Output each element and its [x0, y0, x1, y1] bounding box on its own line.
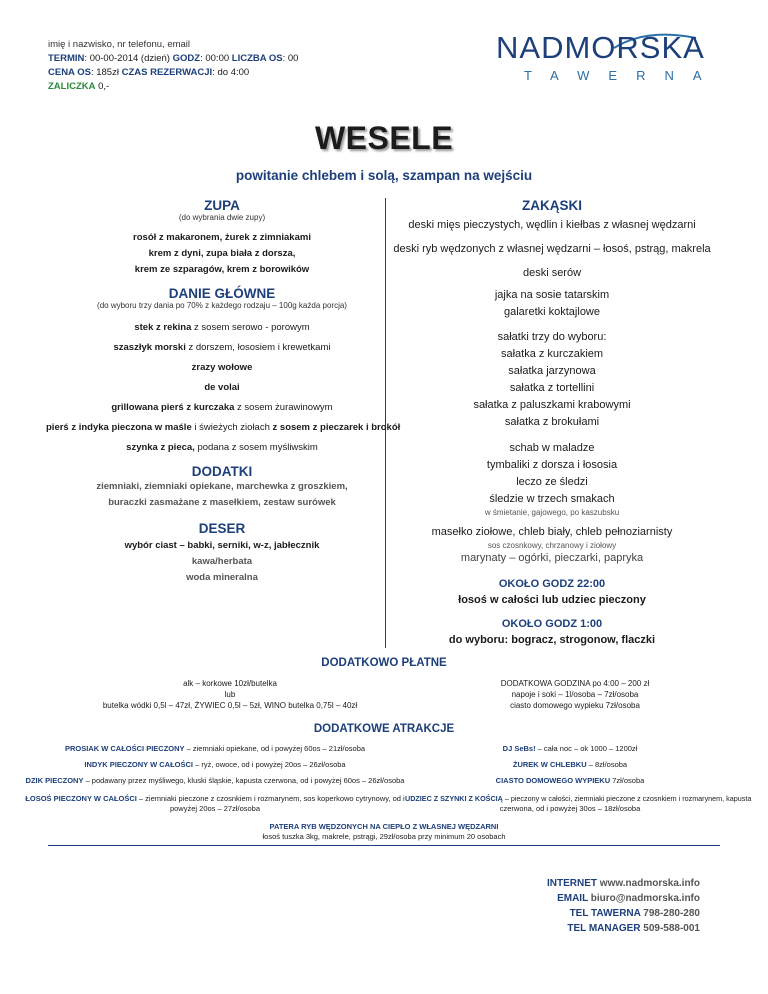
salatki-line: sałatka z paluszkami krabowymi — [473, 399, 631, 411]
danie-item — [62, 398, 382, 418]
late-dish-1-time: OKOŁO GODZ 22:00 — [498, 578, 606, 590]
zaliczka-label: ZALICZKA — [48, 81, 96, 92]
zakaski-line: deski mięs pieczystych, wędlin i kiełbas z własnej wędzarni — [408, 219, 696, 231]
atrakcja-name: ŁOSOŚ PIECZONY W CAŁOŚCI — [25, 794, 137, 803]
contact-placeholder: imię i nazwisko, nr telefonu, email — [48, 39, 191, 50]
godz-value: : 00:00 — [200, 53, 232, 64]
salatki-list — [392, 329, 712, 431]
zupa-line-3: krem ze szparagów, krem z borowików — [134, 264, 310, 275]
danie-item: zrazy wołowe — [191, 362, 253, 373]
atrakcja-name: PATERA RYB WĘDZONYCH NA CIEPŁO Z WŁASNEJ WĘDZARNI — [269, 822, 499, 831]
logo-name: NADMORSKA — [496, 30, 705, 65]
salatki-line: sałatka z brokułami — [504, 416, 600, 428]
tel-manager-value[interactable]: 509-588-001 — [643, 923, 700, 934]
ryby-list — [392, 440, 712, 508]
atrakcja-line: powyżej 20os – 27zł/osoba — [169, 804, 261, 813]
atrakcja-item — [20, 776, 410, 786]
platne-line: lub — [224, 690, 236, 699]
cena-line — [48, 66, 298, 80]
atrakcje-heading: DODATKOWE ATRAKCJE — [313, 723, 455, 735]
platne-line: butelka wódki 0,5l – 47zł, ŻYWIEC 0,5l – 5zł, WINO butelka 0,75l – 40zł — [102, 701, 358, 710]
atrakcja-name: CIASTO DOMOWEGO WYPIEKU — [495, 776, 611, 785]
email-line — [547, 891, 700, 906]
platne-line: napoje i soki – 1l/osoba – 7zł/osoba — [511, 690, 639, 699]
platne-line: alk – korkowe 10zł/butelka — [183, 679, 277, 688]
atrakcja-name: PROSIAK W CAŁOŚCI PIECZONY — [64, 744, 185, 753]
dodatki-line-2: buraczki zasmażane z masełkiem, zestaw surówek — [108, 497, 336, 508]
salatki-line: sałatka jarzynowa — [508, 365, 596, 377]
page-subtitle: powitanie chlebem i solą, szampan na wejściu — [235, 168, 533, 183]
atrakcja-item — [420, 776, 720, 786]
atrakcja-item — [20, 794, 410, 814]
atrakcja-item — [420, 744, 720, 754]
dodatki-line-1: ziemniaki, ziemniaki opiekane, marchewka z groszkiem, — [96, 481, 348, 492]
ryby-line: leczo ze śledzi — [516, 476, 588, 488]
atrakcja-desc: 7zł/osoba — [610, 776, 645, 785]
platne-right — [430, 678, 720, 711]
liczba-value: : 00 — [282, 53, 299, 64]
termin-line — [48, 52, 298, 66]
salatki-line: sałatka z kurczakiem — [500, 348, 604, 360]
salatki-line: sałatka z tortellini — [509, 382, 595, 394]
liczba-label: LICZBA OS — [231, 53, 283, 64]
atrakcja-desc: – 8zł/osoba — [586, 760, 628, 769]
platne-heading: DODATKOWO PŁATNE — [321, 657, 447, 669]
czas-label: CZAS REZERWACJI — [121, 67, 213, 78]
atrakcja-desc: – podawany przez myśliwego, kluski śląskie, kapusta czerwona, od i powyżej 60os – 26zł/osoba — [83, 776, 405, 785]
tel-tawerna-value[interactable]: 798-280-280 — [643, 908, 700, 919]
danie-item-desc: z dorszem, łososiem i krewetkami — [185, 342, 331, 353]
ryby-line: śledzie w trzech smakach — [489, 493, 615, 505]
internet-line — [547, 876, 700, 891]
atrakcja-name: ŻUREK W CHLEBKU — [512, 760, 587, 769]
ryby-line: schab w maladze — [509, 442, 595, 454]
atrakcja-line — [405, 794, 752, 804]
tel-tawerna-line — [547, 906, 700, 921]
right-column — [392, 198, 712, 648]
cena-value: : 185zł — [90, 67, 122, 78]
sledzie-note: w śmietanie, gajowego, po kaszubsku — [484, 508, 620, 517]
zupa-items — [62, 230, 382, 278]
zupa-note: (do wybrania dwie zupy) — [178, 213, 266, 222]
danie-item-name: stek z rekina — [134, 322, 192, 333]
zakaski-line: deski serów — [522, 267, 582, 279]
danie-item-desc: z sosem żurawinowym — [234, 402, 333, 413]
atrakcja-item — [30, 760, 400, 770]
atrakcja-item — [30, 744, 400, 754]
salatki-line: sałatki trzy do wyboru: — [497, 331, 607, 343]
atrakcja-item — [405, 794, 752, 814]
danie-item-desc: podana z sosem myśliwskim — [194, 442, 318, 453]
atrakcja-desc: – ryż, owoce, od i powyżej 20os – 26zł/osoba — [193, 760, 346, 769]
atrakcja-desc: – ziemniaki pieczone z czosnkiem i rozmarynem, sos koperkowo cytrynowy, od i — [136, 794, 405, 803]
deser-line-3: woda mineralna — [186, 572, 258, 583]
platne-line: ciasto domowego wypieku 7zł/osoba — [510, 701, 640, 710]
cena-label: CENA OS — [48, 67, 91, 78]
late-dish-2-time: OKOŁO GODZ 1:00 — [501, 618, 603, 630]
danie-note: (do wyboru trzy dania po 70% z każdego rodzaju – 100g każda porcja) — [97, 301, 347, 310]
atrakcja-item — [420, 760, 720, 770]
contact-footer — [547, 876, 700, 936]
zupa-line-1: rosół z makaronem, żurek z zimniakami — [133, 232, 311, 243]
atrakcja-name: UDZIEC Z SZYNKI Z KOŚCIĄ — [405, 794, 503, 803]
footer-divider — [48, 845, 720, 846]
email-link[interactable]: biuro@nadmorska.info — [590, 893, 700, 904]
zakaski-line: galaretki koktajlowe — [504, 306, 600, 318]
logo-sub: TAWERNA — [524, 68, 721, 83]
atrakcja-desc: – pieczony w całości, ziemniaki pieczone z czosnkiem i rozmarynem, kapusta — [502, 794, 752, 803]
internet-label: INTERNET — [547, 878, 598, 889]
late-dish-1-value: łosoś w całości lub udziec pieczony — [458, 594, 646, 606]
danie-item — [62, 338, 382, 358]
zakaski-line: deski ryb wędzonych z własnej wędzarni – łosoś, pstrąg, makrela — [393, 243, 711, 255]
zakaski-heading: ZAKĄSKI — [522, 198, 582, 213]
danie-list — [46, 318, 401, 458]
sosy-note: sos czosnkowy, chrzanowy i ziołowy — [487, 541, 617, 550]
atrakcja-line: czerwona, od i powyżej 30os – 18zł/osoba — [499, 804, 641, 813]
danie-heading: DANIE GŁÓWNE — [168, 286, 276, 301]
czas-value: : do 4:00 — [212, 67, 250, 78]
deser-line-2: kawa/herbata — [191, 556, 253, 567]
danie-item — [62, 438, 382, 458]
atrakcja-desc: łosoś tuszka 3kg, makrele, pstrągi, 29zł/osoba przy minimum 20 osobach — [262, 832, 506, 841]
danie-item-name: szynka z pieca, — [126, 442, 195, 453]
zakaski-line: jajka na sosie tatarskim — [494, 289, 610, 301]
zaliczka-value: 0,- — [95, 81, 110, 92]
danie-item-name: szaszłyk morski — [113, 342, 186, 353]
atrakcja-desc: – cała noc – ok 1000 – 1200zł — [535, 744, 638, 753]
ryby-line: tymbaliki z dorsza i łososia — [486, 459, 618, 471]
platne-line: DODATKOWA GODZINA po 4:00 – 200 zł — [500, 679, 650, 688]
page-title: WESELE — [314, 120, 454, 156]
internet-link[interactable]: www.nadmorska.info — [599, 878, 700, 889]
danie-item-name: pierś z indyka pieczona w maśle — [46, 422, 192, 433]
atrakcja-line — [20, 794, 410, 804]
zupa-line-2: krem z dyni, zupa biała z dorsza, — [148, 248, 296, 259]
deser-heading: DESER — [198, 521, 246, 536]
danie-item-desc: i świeżych ziołach — [191, 422, 273, 433]
atrakcja-name: DZIK PIECZONY — [25, 776, 84, 785]
deser-list — [62, 538, 382, 586]
tel-manager-label: TEL MANAGER — [567, 923, 641, 934]
danie-item — [46, 418, 401, 438]
reservation-info — [48, 38, 298, 94]
atrakcja-name: INDYK PIECZONY W CAŁOŚCI — [84, 760, 194, 769]
pieczywo-line: masełko ziołowe, chleb biały, chleb pełnoziarnisty — [431, 526, 673, 538]
late-dish-2 — [392, 616, 712, 648]
zaliczka-line — [48, 80, 298, 94]
deser-line-1: wybór ciast – babki, serniki, w-z, jabłecznik — [124, 540, 320, 551]
tel-manager-line — [547, 921, 700, 936]
marynaty-line: marynaty – ogórki, pieczarki, papryka — [460, 552, 644, 564]
danie-item — [62, 318, 382, 338]
danie-item-sauce: z sosem z pieczarek i brokół — [272, 422, 401, 433]
email-label: EMAIL — [557, 893, 588, 904]
tel-tawerna-label: TEL TAWERNA — [569, 908, 641, 919]
danie-item: de volai — [204, 382, 240, 393]
logo — [496, 30, 722, 100]
dodatki-list — [62, 479, 382, 511]
godz-label: GODZ — [172, 53, 201, 64]
atrakcja-item — [0, 822, 768, 842]
termin-label: TERMIN — [48, 53, 85, 64]
zupa-heading: ZUPA — [204, 198, 240, 213]
termin-value: : 00-00-2014 (dzień) — [84, 53, 173, 64]
danie-item-desc: z sosem serowo - porowym — [191, 322, 310, 333]
platne-left — [70, 678, 390, 711]
dodatki-heading: DODATKI — [191, 464, 253, 479]
late-dish-2-value: do wyboru: bogracz, strogonow, flaczki — [448, 634, 656, 646]
left-column — [46, 198, 401, 586]
atrakcja-desc: – ziemniaki opiekane, od i powyżej 60os – 21zł/osoba — [184, 744, 366, 753]
atrakcja-name: DJ SeBs! — [502, 744, 536, 753]
danie-item-name: grillowana pierś z kurczaka — [111, 402, 235, 413]
late-dish-1 — [392, 576, 712, 608]
